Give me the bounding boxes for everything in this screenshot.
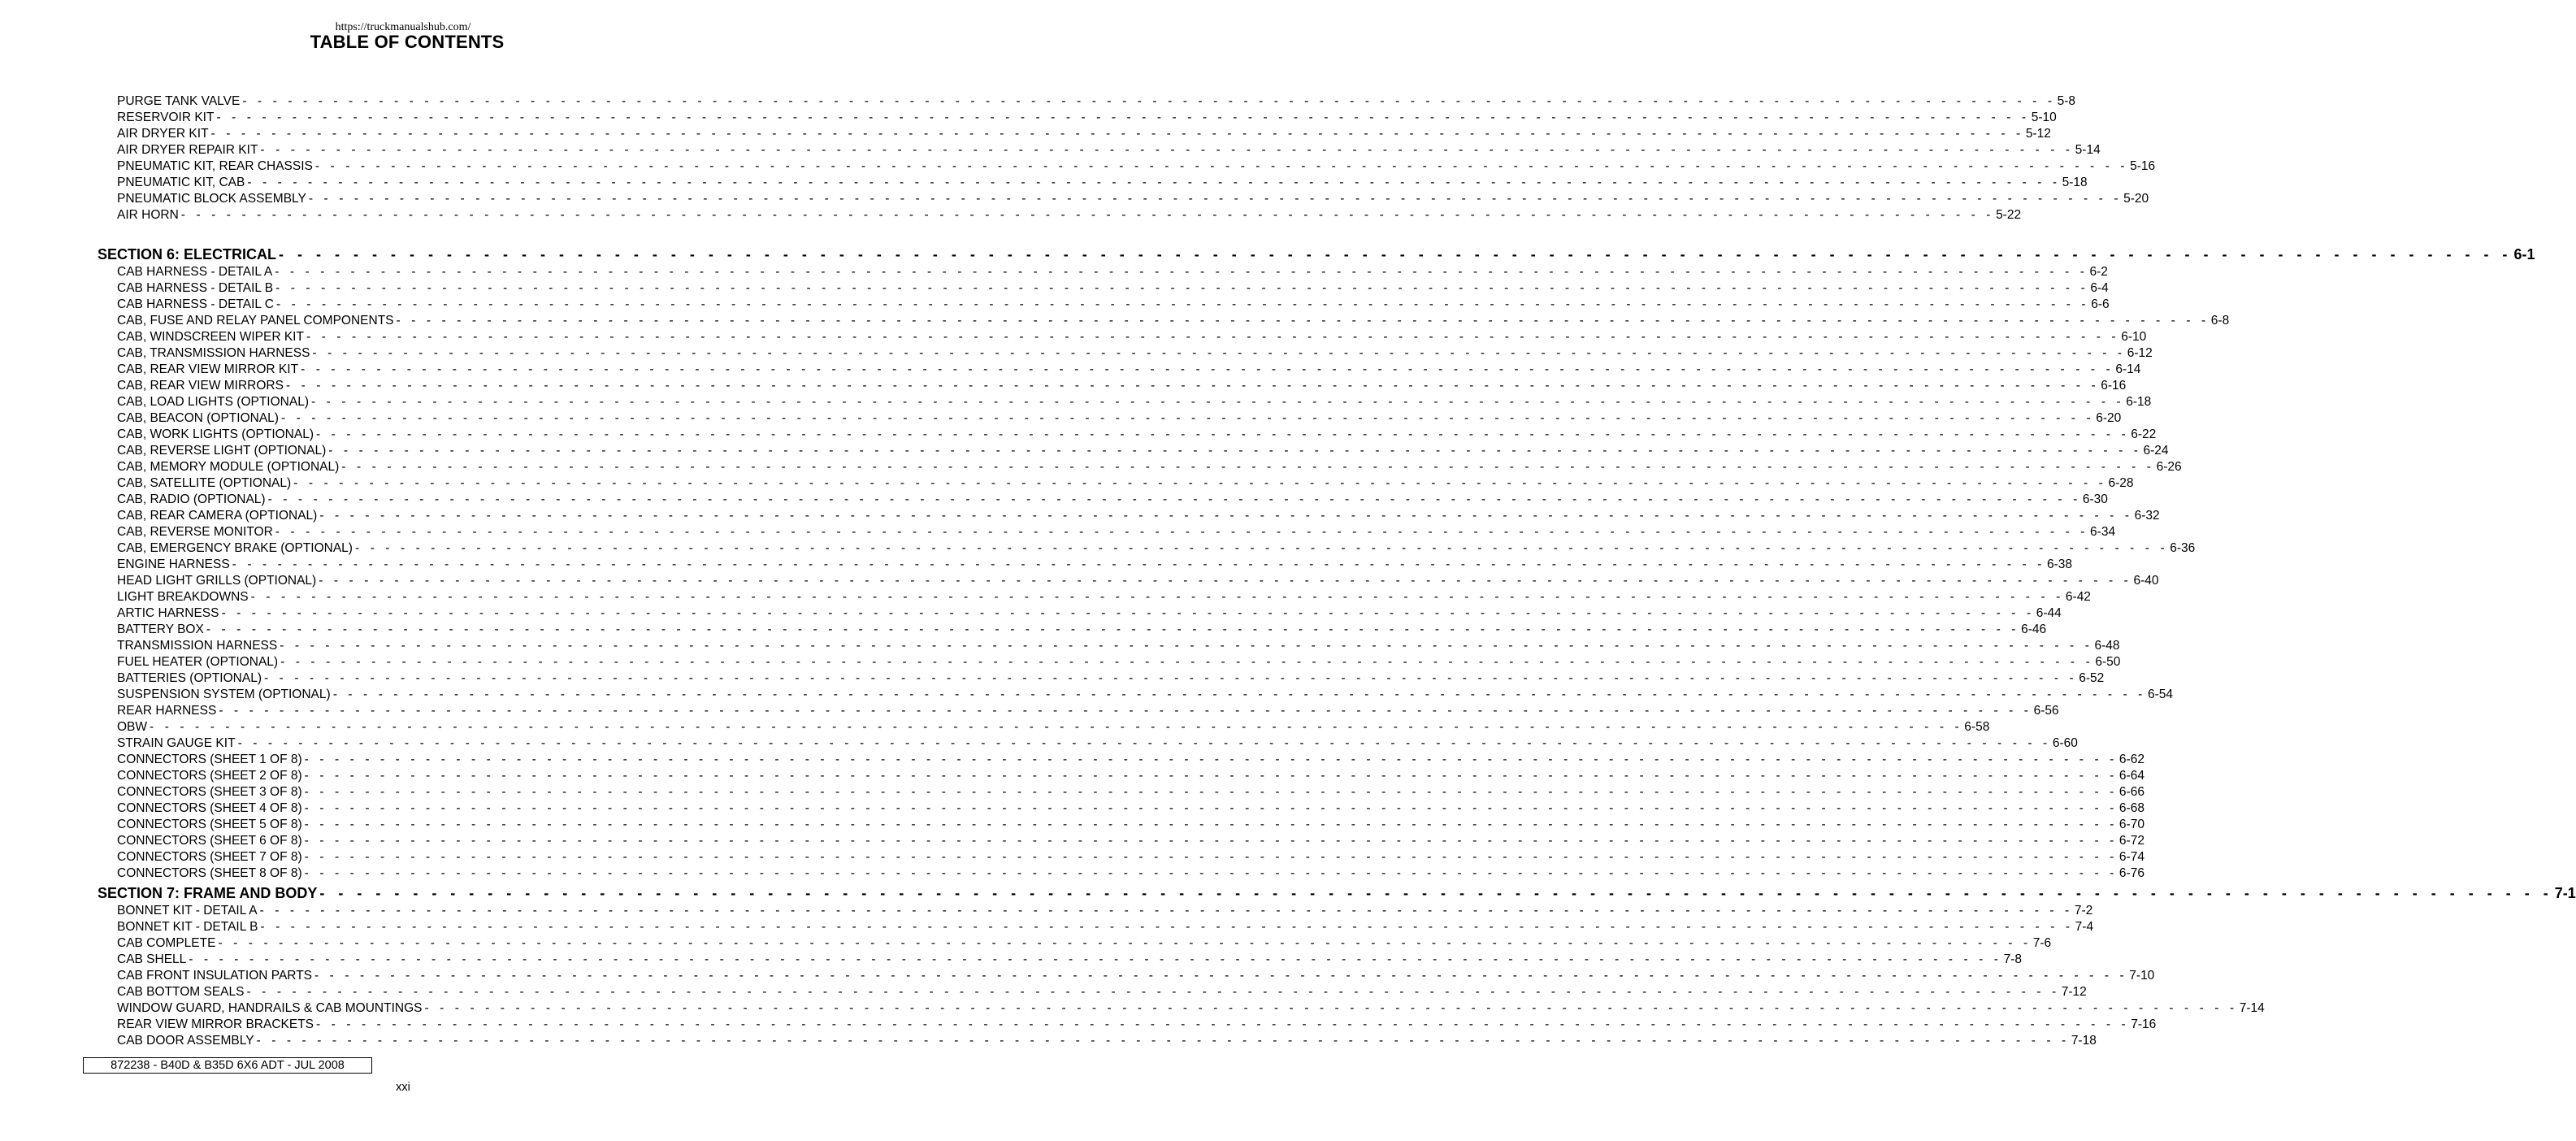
dot-leader: - - - - - - - - - - - - - - - - - - - - - - - - - - - - - - - - - - - - - - - - - - - - - - - - - - - - - - - - - - - - - - - - - - - - - - - - - - - - - - - - - - - - - - - - - - - - - - - - - - - - - - - - - - - - - - - - - - - - - - - - bbox=[256, 1034, 2070, 1048]
toc-entry-label: LIGHT BREAKDOWNS bbox=[117, 590, 249, 604]
toc-entry bbox=[117, 297, 2110, 313]
dot-leader: - - - - - - - - - - - - - - - - - - - - - - - - - - - - - - - - - - - - - - - - - - - - - - - - - - - - - - - - - - - - - - - - - - - - - - - - - - - - - - - - - - - - - - - - - - - - - - - - - - - - - - - - - - - - - - - - - - - - - - - - bbox=[264, 671, 2078, 685]
toc-entry-label: CAB, BEACON (OPTIONAL) bbox=[117, 411, 279, 425]
toc-entry-page: 5-10 bbox=[2031, 111, 2057, 124]
toc-entry-label: ARTIC HARNESS bbox=[117, 606, 219, 620]
toc-entry-label: CONNECTORS (SHEET 1 OF 8) bbox=[117, 753, 302, 766]
dot-leader: - - - - - - - - - - - - - - - - - - - - - - - - - - - - - - - - - - - - - - - - - - - - - - - - - - - - - - - - - - - - - - - - - - - - - - - - - - - - - - - - - - - - - - - - - - - - - - - - - - - - - - - - - - - - - - - - - - - - - - - - bbox=[180, 208, 1995, 222]
toc-entry-page: 6-72 bbox=[2118, 834, 2144, 848]
toc-entry-page: 6-18 bbox=[2126, 395, 2152, 409]
toc-entry-page: 6-6 bbox=[2091, 297, 2110, 311]
dot-leader: - - - - - - - - - - - - - - - - - - - - - - - - - - - - - - - - - - - - - - - - - - - - - - - - - - - - - - - - - - - - - - - - - - - - - - - - - - - - - - - - - - - - - - - - - - - - - - - - - - - - - - - - - - - - - - - - - - - - - - - - bbox=[189, 952, 2002, 966]
dot-leader: - - - - - - - - - - - - - - - - - - - - - - - - - - - - - - - - - - - - - - - - - - - - - - - - - - - - - - - - - - - - - - - - - - - - - - - - - - - - - - - - - - - - - - - - - - - - - - - - - - - - - - - - - - - - - - - - - - - - - - - - bbox=[304, 769, 2118, 783]
toc-section-heading bbox=[98, 245, 2535, 264]
toc-entry bbox=[117, 492, 2108, 508]
toc-entry bbox=[117, 313, 2230, 329]
toc-entry-label: SECTION 6: ELECTRICAL bbox=[98, 246, 277, 262]
dot-leader: - - - - - - - - - - - - - - - - - - - - - - - - - - - - - - - - - - - - - - - - - - - - - - - - - - - - - - - - - - - - - - - - - - - - - - - - - - - - - - - - - - - - - - - - - - - - - - - - - - - - - - - - - - - - - - - - - - - - - - - - bbox=[308, 192, 2123, 206]
dot-leader: - - - - - - - - - - - - - - - - - - - - - - - - - - - - - - - - - - - - - - - - - - - - - - - - - - - - - - - - - - - - - - - - - - - - - - - - - - - - - - - - - - - - - - - - - - - - - - - - - - - - - - - - - - - - - - - - - - - - - - - - bbox=[304, 850, 2118, 864]
dot-leader: - - - - - - - - - - - - - - - - - - - - - - - - - - - - - - - - - - - - - - - - - - - - - - - - - - - - - - - - - - - - - - - - - - - - - - - - - - - - - - - - - - - - - - - - - - - - - - - - - - - - - - - - - - - - - - - - - - - - - - - - bbox=[285, 379, 2100, 393]
toc-entry-page: 6-38 bbox=[2046, 557, 2072, 571]
toc-entry-label: SECTION 7: FRAME AND BODY bbox=[98, 885, 318, 901]
toc-entry-label: STRAIN GAUGE KIT bbox=[117, 736, 236, 750]
toc-entry-label: AIR DRYER KIT bbox=[117, 127, 209, 141]
toc-entry-page: 6-60 bbox=[2052, 736, 2078, 750]
toc-entry bbox=[117, 1033, 2097, 1049]
toc-entry-label: PNEUMATIC KIT, REAR CHASSIS bbox=[117, 159, 313, 173]
toc-entry-page: 7-12 bbox=[2061, 985, 2087, 999]
toc-entry bbox=[117, 443, 2169, 459]
toc-entry bbox=[117, 935, 2052, 952]
toc-entry bbox=[117, 540, 2196, 557]
toc-entry bbox=[117, 1000, 2265, 1017]
toc-entry-label: CAB, EMERGENCY BRAKE (OPTIONAL) bbox=[117, 541, 353, 555]
toc-entry-page: 5-14 bbox=[2075, 143, 2101, 157]
dot-leader: - - - - - - - - - - - - - - - - - - - - - - - - - - - - - - - - - - - - - - - - - - - - - - - - - - - - - - - - - - - - - - - - - - - - - - - - - - - - - - - - - - - - - - - - - - - - - - - - - - - - - - - - - - - - - - - - - - - - - - - - bbox=[424, 1001, 2238, 1015]
toc-entry-label: CAB, REAR VIEW MIRRORS bbox=[117, 379, 284, 393]
toc-entry-label: CAB DOOR ASSEMBLY bbox=[117, 1034, 254, 1048]
toc-entry bbox=[117, 768, 2144, 784]
dot-leader: - - - - - - - - - - - - - - - - - - - - - - - - - - - - - - - - - - - - - - - - - - - - - - - - - - - - - - - - - - - - - - - - - - - - - - - - - - - - - - - - - - - - - - - - - - - - - - - - - - - - - - - - - - - - - - - - - - - - - - - - bbox=[218, 936, 2032, 950]
toc-entry-page: 6-68 bbox=[2118, 801, 2144, 815]
toc-entry bbox=[117, 784, 2144, 800]
toc-entry-label: CAB, REVERSE MONITOR bbox=[117, 525, 273, 539]
toc-entry-label: PNEUMATIC BLOCK ASSEMBLY bbox=[117, 192, 306, 206]
toc-section-heading bbox=[98, 883, 2576, 903]
toc-entry bbox=[117, 142, 2101, 158]
dot-leader: - - - - - - - - - - - - - - - - - - - - - - - - - - - - - - - - - - - - - - - - - - - - - - - - - - - - - - - - - - - - - - - - - - - - - - - - - - - - - - - - - - - - - - - - - - - - - - - - - - - - - - - - - - - - - - - - - - - - - - - - bbox=[316, 1017, 2130, 1031]
toc-entry-page: 7-16 bbox=[2131, 1017, 2157, 1031]
toc-entry-page: 6-34 bbox=[2090, 525, 2116, 539]
toc-entry-page: 6-20 bbox=[2096, 411, 2122, 425]
toc-entry-label: CAB, MEMORY MODULE (OPTIONAL) bbox=[117, 460, 340, 474]
toc-entry bbox=[117, 589, 2091, 605]
toc-entry bbox=[117, 410, 2122, 427]
toc-entry-page: 6-62 bbox=[2118, 753, 2144, 766]
dot-leader: - - - - - - - - - - - - - - - - - - - - - - - - - - - - - - - - - - - - - - - - - - - - - - - - - - - - - - - - - - - - - - - - - - - - - - - - - - - - - - - - - - - - - - - - - - - - - - - - - - - - - - - - - - - - - - - - - - - - - - - - bbox=[246, 985, 2060, 999]
dot-leader: - - - - - - - - - - - - - - - - - - - - - - - - - - - - - - - - - - - - - - - - - - - - - - - - - - - - - - - - - - - - - - - - - - - - - - - - - - - - - - - - - - - - - - - - - - - - - - - - - - - - - - - - - - - - - - - - - - - - - - - - bbox=[332, 688, 2146, 701]
toc-entry bbox=[117, 427, 2157, 443]
toc-entry-page: 7-4 bbox=[2075, 920, 2094, 934]
dot-leader: - - - - - - - - - - - - - - - - - - - - - - - - - - - - - - - - - - - - - - - - - - - - - - - - - - - - - - - - - - - - - - - - - - - - - - - - - - - - - - - - - - - - - - - - - - - - - - - - - - - - - - - - - - - - - - - - - - - - - - - - bbox=[396, 314, 2210, 328]
dot-leader: - - - - - - - - - - - - - - - - - - - - - - - - - - - - - - - - - - - - - - - - - - - - - - - - - - - - - - - - - - - - - - - - - - - - - - - - - - - - - - - - - - - - - - - - - - - - - - - - - - - - - - - - - - - - - - - - - - - - - - - - bbox=[267, 492, 2081, 506]
toc-entry bbox=[117, 329, 2147, 345]
toc-entry-page: 6-52 bbox=[2079, 671, 2105, 685]
toc-entry bbox=[117, 670, 2105, 687]
toc-entry bbox=[117, 175, 2088, 191]
toc-entry-page: 5-22 bbox=[1996, 208, 2022, 222]
toc-entry-label: CAB HARNESS - DETAIL C bbox=[117, 297, 274, 311]
toc-entry-label: AIR DRYER REPAIR KIT bbox=[117, 143, 258, 157]
toc-entry-label: CAB, SATELLITE (OPTIONAL) bbox=[117, 476, 292, 490]
toc-entry bbox=[117, 952, 2022, 968]
dot-leader: - - - - - - - - - - - - - - - - - - - - - - - - - - - - - - - - - - - - - - - - - - - - - - - - - - - - - - - - - - - - - - - - - - - - - - - - - - - - - - - - - - - - - - - - - - - - - - - - - - - - - - - - - - - - - - - - - - - - - - - - bbox=[304, 753, 2118, 766]
dot-leader: - - - - - - - - - - - - - - - - - - - - - - - - - - - - - - - - - - - - - - - - - - - - - - - - - - - - - - - - - - - - - - - - - - - - - - - - - - - - - - - - - - - - - - - - - - - - - - - - - - - - - - - - - - - - - - - - - - - - - - - - bbox=[219, 704, 2032, 718]
toc-entry bbox=[117, 735, 2078, 752]
toc-entry bbox=[117, 207, 2022, 223]
toc-entry-label: CONNECTORS (SHEET 3 OF 8) bbox=[117, 785, 302, 799]
toc-entry bbox=[117, 459, 2182, 475]
toc-entry-label: PNEUMATIC KIT, CAB bbox=[117, 176, 245, 189]
toc-entry bbox=[117, 849, 2144, 866]
dot-leader: - - - - - - - - - - - - - - - - - - - - - - - - - - - - - - - - - - - - - - - - - - - - - - - - - - - - - - - - - - - - - - - - - - - - - - - - - - - - - - - - - - - - - - - - - - - - - - - - - - - - - - - - - - - - - - - - - - - - - - - - bbox=[306, 330, 2120, 344]
toc-entry bbox=[117, 719, 1990, 735]
dot-leader: - - - - - - - - - - - - - - - - - - - - - - - - - - - - - - - - - - - - - - - - - - - - - - - - - - - - - - - - - - - - - - - - - - - - - - - - - - - - - - - - - - - - - - - - - - - - - - - - - - - - - - - - - - - - - - - - - - - - - - - - bbox=[304, 785, 2118, 799]
toc-entry-page: 6-30 bbox=[2082, 492, 2108, 506]
page-title: TABLE OF CONTENTS bbox=[310, 32, 505, 52]
dot-leader: - - - - - - - - - - - - - - - - - - - - - - - - - - - - - - - - - - - - - - - - - - - - - - - - - - - - - - - - - - - - - - - - - - - - - - - - - - - - - - - - - - - - - - - - - - - - - - - - - - - - - - - - - - - - - - - - - - - - - - - - bbox=[304, 818, 2118, 831]
toc-entry-page: 5-8 bbox=[2057, 94, 2075, 108]
dot-leader: - - - - - - - - - - - - - - - - - - - - - - - - - - - - - - - - - - - - - - - - - - - - - - - - - - - - - - - - - - - - - - - - - - - - - - - - - - - - - - - - - - - - - - - - - - - - - - - - - - - - - - - - - - - - - - - - - - - - - - - - bbox=[247, 176, 2061, 189]
toc-entry-label: RESERVOIR KIT bbox=[117, 111, 215, 124]
toc-entry-label: CAB, WINDSCREEN WIPER KIT bbox=[117, 330, 304, 344]
dot-leader: - - - - - - - - - - - - - - - - - - - - - - - - - - - - - - - - - - - - - - - - - - - - - - - - - - - - - - - - - - - - - - - - - - - - - - - - - - - - - - - - - - - - - - - - - - - - - - - - - - - - - - - - - - - - - - - - - - - - - - - - bbox=[275, 525, 2089, 539]
dot-leader: - - - - - - - - - - - - - - - - - - - - - - - - - - - - - - - - - - - - - - - - - - - - - - - - - - - - - - - - - - - - - - - - - - - - - - - - - - - - - - - - - - - - - - - - - - - - - - - - - - - - - - - - - - - - - - - - - - - - - - - - bbox=[301, 362, 2114, 376]
toc-entry bbox=[117, 687, 2173, 703]
toc-entry bbox=[117, 362, 2141, 378]
toc-entry-page: 7-14 bbox=[2239, 1001, 2265, 1015]
toc-entry bbox=[117, 557, 2072, 573]
toc-entry-page: 7-10 bbox=[2129, 969, 2155, 983]
toc-entry-label: CONNECTORS (SHEET 7 OF 8) bbox=[117, 850, 302, 864]
toc-entry-label: PURGE TANK VALVE bbox=[117, 94, 241, 108]
toc-entry-label: AIR HORN bbox=[117, 208, 179, 222]
dot-leader: - - - - - - - - - - - - - - - - - - - - - - - - - - - - - - - - - - - - - - - - - - - - - - - - - - - - - - - - - - - - - - - - - - - - - - - - - - - - - - - - - - - - - - - - - - - - - - - - - - - - - - - - - - - - - - - - - - - - - - - - bbox=[319, 574, 2132, 588]
dot-leader: - - - - - - - - - - - - - - - - - - - - - - - - - - - - - - - - - - - - - - - - - - - - - - - - - - - - - - - - - - - - - - - - - - - - - - - - - - - - - - - - - - - - - - - - - - - - - - - - - - - - - - - - - - - - - - - - - - - - - - - - bbox=[314, 969, 2128, 983]
toc-entry-page: 7-1 bbox=[2554, 885, 2576, 901]
toc-entry bbox=[117, 968, 2155, 984]
toc-entry-label: HEAD LIGHT GRILLS (OPTIONAL) bbox=[117, 574, 317, 588]
toc-entry-page: 6-16 bbox=[2101, 379, 2127, 393]
toc-entry bbox=[117, 280, 2109, 297]
toc-entry-page: 7-18 bbox=[2071, 1034, 2097, 1048]
toc-entry-label: CAB FRONT INSULATION PARTS bbox=[117, 969, 313, 983]
toc-entry-label: CAB, RADIO (OPTIONAL) bbox=[117, 492, 266, 506]
toc-entry-label: CAB COMPLETE bbox=[117, 936, 216, 950]
toc-entry-label: CAB, REVERSE LIGHT (OPTIONAL) bbox=[117, 444, 327, 458]
toc-entry-page: 6-70 bbox=[2118, 818, 2144, 831]
dot-leader: - - - - - - - - - - - - - - - - - - - - - - - - - - - - - - - - - - - - - - - - - - - - - - - - - - - - - - - - - - - - - - - - - - - - - - - - - - - - - - - - - - - - - - - - - - - - - - - - - - - - - - - - - - - - - - - - - - - - - - - - bbox=[150, 720, 1963, 734]
dot-leader: - - - - - - - - - - - - - - - - - - - - - - - - - - - - - - - - - - - - - - - - - - - - - - - - - - - - - - - - - - - - - - - - - - - - - - - - - - - - - - - - - - - - - - - - - - - - - - - - - - - - - - - - - - - - - - - - - - - - - - - - bbox=[341, 460, 2155, 474]
dot-leader: - - - - - - - - - - - - - - - - - - - - - - - - - - - - - - - - - - - - - - - - - - - - - - - - - - - - - - - - - - - - - - - - - - - - - - - - - - - - - - - - - - - - - - - - - - - - - - - - - - - - - - - - - - - - - - - - - - - - - - - - bbox=[260, 920, 2074, 934]
toc-entry-page: 6-26 bbox=[2156, 460, 2182, 474]
toc-entry-label: ENGINE HARNESS bbox=[117, 557, 230, 571]
toc-entry-page: 6-32 bbox=[2134, 509, 2160, 523]
toc-entry bbox=[117, 191, 2149, 207]
toc-entry-page: 6-4 bbox=[2090, 281, 2109, 295]
toc-entry-label: CAB HARNESS - DETAIL B bbox=[117, 281, 274, 295]
toc-entry-page: 6-12 bbox=[2127, 346, 2153, 360]
toc-entry bbox=[117, 345, 2153, 362]
dot-leader: - - - - - - - - - - - - - - - - - - - - - - - - - - - - - - - - - - - - - - - - - - - - - - - - - - - - - - - - - - - - - - - - - - - - - - - - - - - - - - - - - - - - - - - - - - - - - - - - - - - - - - - - - - - - - - - - - - - - - - - - bbox=[280, 639, 2093, 653]
toc-entry-label: CONNECTORS (SHEET 6 OF 8) bbox=[117, 834, 302, 848]
toc-entry bbox=[117, 622, 2047, 638]
toc-entry bbox=[117, 524, 2116, 540]
dot-leader: - - - - - - - - - - - - - - - - - - - - - - - - - - - - - - - - - - - - - - - - - - - - - - - - - - - - - - - - - - - - - - - - - - - - - - - - - - - - - - - - - - - - - - - - - - - - - - - - - - - - - - - - - - - - - - - - - - - - - - - - bbox=[314, 159, 2129, 173]
toc-entry bbox=[117, 573, 2159, 589]
toc-entry-page: 7-2 bbox=[2074, 904, 2093, 918]
toc-entry-page: 6-66 bbox=[2118, 785, 2144, 799]
toc-entry bbox=[117, 919, 2094, 935]
dot-leader: - - - - - - - - - - - - - - - - - - - - - - - - - - - - - - - - - - - - - - - - - - - - - - - - - - - - - - - - - - - - - - - - - - - - - - - - - - - - - - - - - - - - - - - - - - - - - - - - - - - - - - - - - - - - - - - - - - - - - - - - bbox=[312, 346, 2126, 360]
toc-entry bbox=[117, 752, 2144, 768]
toc-entry-label: CAB, REAR VIEW MIRROR KIT bbox=[117, 362, 299, 376]
toc-entry-label: CAB, WORK LIGHTS (OPTIONAL) bbox=[117, 427, 314, 441]
toc-entry-label: REAR HARNESS bbox=[117, 704, 217, 718]
dot-leader: - - - - - - - - - - - - - - - - - - - - - - - - - - - - - - - - - - - - - - - - - - - - - - - - - - - - - - - - - - - - - - - - - - - - - - - - - - - - - - - - - - - - - - - - - - - - - - - - - - - - - - - - - - - - - - - - - - - - - - - - bbox=[210, 127, 2024, 141]
toc-entry-page: 6-58 bbox=[1964, 720, 1990, 734]
toc-entry-label: CAB, REAR CAMERA (OPTIONAL) bbox=[117, 509, 318, 523]
toc-entry bbox=[117, 475, 2134, 492]
dot-leader: - - - - - - - - - - - - - - - - - - - - - - - - - - - - - - - - - - - - - - - - - - - - - - - - - - - - - - - - - - - - - - - - - - - - - - - - - - - - - - - - - - - - - - - - - - - - - - - - - - - - - - - - - - - - - - - - - - - - - - - - bbox=[280, 411, 2095, 425]
source-url: https://truckmanualshub.com/ bbox=[335, 21, 471, 33]
dot-leader: - - - - - - - - - - - - - - - - - - - - - - - - - - - - - - - - - - - - - - - - - - - - - - - - - - - - - - - - - - - - - - - - - - - - - - - - - - - - - - - - - - - - - - - - - - - - - - - - - - - - - - - - - - - - - - - - - - - - - - - - bbox=[319, 509, 2133, 523]
toc-entry-label: BONNET KIT - DETAIL A bbox=[117, 904, 258, 918]
toc-entry-label: WINDOW GUARD, HANDRAILS & CAB MOUNTINGS bbox=[117, 1001, 423, 1015]
toc-entry-page: 5-20 bbox=[2123, 192, 2149, 206]
dot-leader: - - - - - - - - - - - - - - - - - - - - - - - - - - - - - - - - - - - - - - - - - - - - - - - - - - - - - - - - - - - - - - - - - - - - - - - - - - - - - - - - - - - - - - - - - - - - - - - - - - - - - - - - - - - - - - - - - - - - - - - - bbox=[275, 281, 2089, 295]
toc-entry bbox=[117, 800, 2144, 817]
toc-entry bbox=[117, 605, 2062, 622]
dot-leader: - - - - - - - - - - - - - - - - - - - - - - - - - - - - - - - - - - - - - - - - - - - - - - - - - - - - - - - - - - - - - - - - - - - - - - - - - - - - - - - - - - - - - - - - - - - - - - - - - - - - - - - - - - - - - - - - - - - - - - - - bbox=[328, 444, 2142, 458]
toc-entry-page: 6-42 bbox=[2065, 590, 2091, 604]
toc-entry-page: 6-48 bbox=[2094, 639, 2120, 653]
toc-entry-page: 6-36 bbox=[2170, 541, 2196, 555]
toc-entry-page: 6-56 bbox=[2033, 704, 2059, 718]
dot-leader: - - - - - - - - - - - - - - - - - - - - - - - - - - - - - - - - - - - - - - - - - - - - - - - - - - - - - - - - - - - - - - - - - - - - - - - - - - - - - - - - - - - - - - - - - - - - - - - - - - - - - - - - - - - - - - - - - - - - - - - - bbox=[319, 885, 2553, 901]
toc-entry-label: CAB, LOAD LIGHTS (OPTIONAL) bbox=[117, 395, 309, 409]
dot-leader: - - - - - - - - - - - - - - - - - - - - - - - - - - - - - - - - - - - - - - - - - - - - - - - - - - - - - - - - - - - - - - - - - - - - - - - - - - - - - - - - - - - - - - - - - - - - - - - - - - - - - - - - - - - - - - - - - - - - - - - - bbox=[293, 476, 2107, 490]
dot-leader: - - - - - - - - - - - - - - - - - - - - - - - - - - - - - - - - - - - - - - - - - - - - - - - - - - - - - - - - - - - - - - - - - - - - - - - - - - - - - - - - - - - - - - - - - - - - - - - - - - - - - - - - - - - - - - - - - - - - - - - - bbox=[275, 297, 2090, 311]
toc-entry-page: 6-1 bbox=[2513, 246, 2535, 262]
toc-entry bbox=[117, 817, 2144, 833]
toc-entry-page: 6-64 bbox=[2118, 769, 2144, 783]
toc-entry-page: 6-74 bbox=[2118, 850, 2144, 864]
toc-entry-label: BONNET KIT - DETAIL B bbox=[117, 920, 258, 934]
toc-entry-label: CONNECTORS (SHEET 5 OF 8) bbox=[117, 818, 302, 831]
toc-entry bbox=[117, 394, 2152, 410]
toc-entry-page: 6-2 bbox=[2089, 265, 2108, 279]
dot-leader: - - - - - - - - - - - - - - - - - - - - - - - - - - - - - - - - - - - - - - - - - - - - - - - - - - - - - - - - - - - - - - - - - - - - - - - - - - - - - - - - - - - - - - - - - - - - - - - - - - - - - - - - - - - - - - - - - - - - - - - - bbox=[280, 655, 2094, 669]
toc-entry-page: 6-54 bbox=[2147, 688, 2173, 701]
toc-entry-page: 6-40 bbox=[2133, 574, 2159, 588]
toc-entry-label: CAB SHELL bbox=[117, 952, 187, 966]
toc-entry-label: OBW bbox=[117, 720, 148, 734]
toc-entry-page: 7-6 bbox=[2032, 936, 2052, 950]
toc-entry-label: CAB BOTTOM SEALS bbox=[117, 985, 245, 999]
toc-entry-label: REAR VIEW MIRROR BRACKETS bbox=[117, 1017, 314, 1031]
toc-entry-label: BATTERY BOX bbox=[117, 623, 204, 636]
dot-leader: - - - - - - - - - - - - - - - - - - - - - - - - - - - - - - - - - - - - - - - - - - - - - - - - - - - - - - - - - - - - - - - - - - - - - - - - - - - - - - - - - - - - - - - - - - - - - - - - - - - - - - - - - - - - - - - - - - - - - - - - bbox=[304, 801, 2118, 815]
toc-entry-label: CONNECTORS (SHEET 8 OF 8) bbox=[117, 866, 302, 880]
toc-entry-page: 6-46 bbox=[2021, 623, 2047, 636]
dot-leader: - - - - - - - - - - - - - - - - - - - - - - - - - - - - - - - - - - - - - - - - - - - - - - - - - - - - - - - - - - - - - - - - - - - - - - - - - - - - - - - - - - - - - - - - - - - - - - - - - - - - - - - - - - - - - - - - - - - - - - - - bbox=[216, 111, 2030, 124]
toc-entry-label: BATTERIES (OPTIONAL) bbox=[117, 671, 262, 685]
dot-leader: - - - - - - - - - - - - - - - - - - - - - - - - - - - - - - - - - - - - - - - - - - - - - - - - - - - - - - - - - - - - - - - - - - - - - - - - - - - - - - - - - - - - - - - - - - - - - - - - - - - - - - - - - - - - - - - - - - - - - - - - bbox=[311, 395, 2125, 409]
toc-entry-page: 6-28 bbox=[2108, 476, 2134, 490]
document-id-box: 872238 - B40D & B35D 6X6 ADT - JUL 2008 bbox=[83, 1057, 372, 1074]
toc-entry bbox=[117, 110, 2057, 126]
dot-leader: - - - - - - - - - - - - - - - - - - - - - - - - - - - - - - - - - - - - - - - - - - - - - - - - - - - - - - - - - - - - - - - - - - - - - - - - - - - - - - - - - - - - - - - - - - - - - - - - - - - - - - - - - - - - - - - - - - - - - - - - bbox=[232, 557, 2045, 571]
dot-leader: - - - - - - - - - - - - - - - - - - - - - - - - - - - - - - - - - - - - - - - - - - - - - - - - - - - - - - - - - - - - - - - - - - - - - - - - - - - - - - - - - - - - - - - - - - - - - - - - - - - - - - - - - - - - - - - - - - - - - - - - bbox=[304, 866, 2118, 880]
dot-leader: - - - - - - - - - - - - - - - - - - - - - - - - - - - - - - - - - - - - - - - - - - - - - - - - - - - - - - - - - - - - - - - - - - - - - - - - - - - - - - - - - - - - - - - - - - - - - - - - - - - - - - - - - - - - - - - - - - - - - - - - bbox=[354, 541, 2169, 555]
dot-leader: - - - - - - - - - - - - - - - - - - - - - - - - - - - - - - - - - - - - - - - - - - - - - - - - - - - - - - - - - - - - - - - - - - - - - - - - - - - - - - - - - - - - - - - - - - - - - - - - - - - - - - - - - - - - - - - - - - - - - - - - bbox=[279, 246, 2513, 262]
dot-leader: - - - - - - - - - - - - - - - - - - - - - - - - - - - - - - - - - - - - - - - - - - - - - - - - - - - - - - - - - - - - - - - - - - - - - - - - - - - - - - - - - - - - - - - - - - - - - - - - - - - - - - - - - - - - - - - - - - - - - - - - bbox=[304, 834, 2118, 848]
toc-entry-page: 6-50 bbox=[2095, 655, 2121, 669]
dot-leader: - - - - - - - - - - - - - - - - - - - - - - - - - - - - - - - - - - - - - - - - - - - - - - - - - - - - - - - - - - - - - - - - - - - - - - - - - - - - - - - - - - - - - - - - - - - - - - - - - - - - - - - - - - - - - - - - - - - - - - - - bbox=[259, 904, 2073, 918]
toc-entry-page: 6-8 bbox=[2210, 314, 2230, 328]
dot-leader: - - - - - - - - - - - - - - - - - - - - - - - - - - - - - - - - - - - - - - - - - - - - - - - - - - - - - - - - - - - - - - - - - - - - - - - - - - - - - - - - - - - - - - - - - - - - - - - - - - - - - - - - - - - - - - - - - - - - - - - - bbox=[250, 590, 2064, 604]
toc-entry-label: FUEL HEATER (OPTIONAL) bbox=[117, 655, 279, 669]
dot-leader: - - - - - - - - - - - - - - - - - - - - - - - - - - - - - - - - - - - - - - - - - - - - - - - - - - - - - - - - - - - - - - - - - - - - - - - - - - - - - - - - - - - - - - - - - - - - - - - - - - - - - - - - - - - - - - - - - - - - - - - - bbox=[206, 623, 2020, 636]
dot-leader: - - - - - - - - - - - - - - - - - - - - - - - - - - - - - - - - - - - - - - - - - - - - - - - - - - - - - - - - - - - - - - - - - - - - - - - - - - - - - - - - - - - - - - - - - - - - - - - - - - - - - - - - - - - - - - - - - - - - - - - - bbox=[316, 427, 2130, 441]
toc-entry bbox=[117, 1017, 2157, 1033]
toc-entry bbox=[117, 654, 2121, 670]
toc-entry bbox=[117, 126, 2051, 142]
dot-leader: - - - - - - - - - - - - - - - - - - - - - - - - - - - - - - - - - - - - - - - - - - - - - - - - - - - - - - - - - - - - - - - - - - - - - - - - - - - - - - - - - - - - - - - - - - - - - - - - - - - - - - - - - - - - - - - - - - - - - - - - bbox=[221, 606, 2035, 620]
toc-entry bbox=[117, 984, 2087, 1000]
toc-entry-page: 6-10 bbox=[2121, 330, 2147, 344]
toc-entry-page: 6-44 bbox=[2036, 606, 2062, 620]
toc-entry-page: 5-12 bbox=[2025, 127, 2051, 141]
toc-entry bbox=[117, 833, 2144, 849]
toc-entry-label: TRANSMISSION HARNESS bbox=[117, 639, 278, 653]
toc-entry-label: CONNECTORS (SHEET 2 OF 8) bbox=[117, 769, 302, 783]
toc-entry-label: CAB HARNESS - DETAIL A bbox=[117, 265, 273, 279]
dot-leader: - - - - - - - - - - - - - - - - - - - - - - - - - - - - - - - - - - - - - - - - - - - - - - - - - - - - - - - - - - - - - - - - - - - - - - - - - - - - - - - - - - - - - - - - - - - - - - - - - - - - - - - - - - - - - - - - - - - - - - - - bbox=[260, 143, 2074, 157]
toc-entry-page: 6-14 bbox=[2115, 362, 2141, 376]
toc-entry-page: 6-76 bbox=[2118, 866, 2144, 880]
toc-entry-label: CAB, FUSE AND RELAY PANEL COMPONENTS bbox=[117, 314, 394, 328]
toc-entry-label: SUSPENSION SYSTEM (OPTIONAL) bbox=[117, 688, 331, 701]
page-number: xxi bbox=[396, 1081, 410, 1094]
toc-entry-label: CAB, TRANSMISSION HARNESS bbox=[117, 346, 310, 360]
toc-entry bbox=[117, 703, 2059, 719]
toc-entry bbox=[117, 866, 2144, 882]
dot-leader: - - - - - - - - - - - - - - - - - - - - - - - - - - - - - - - - - - - - - - - - - - - - - - - - - - - - - - - - - - - - - - - - - - - - - - - - - - - - - - - - - - - - - - - - - - - - - - - - - - - - - - - - - - - - - - - - - - - - - - - - bbox=[275, 265, 2088, 279]
toc-entry-page: 5-18 bbox=[2062, 176, 2088, 189]
toc-entry bbox=[117, 638, 2120, 654]
toc-entry bbox=[117, 93, 2075, 110]
dot-leader: - - - - - - - - - - - - - - - - - - - - - - - - - - - - - - - - - - - - - - - - - - - - - - - - - - - - - - - - - - - - - - - - - - - - - - - - - - - - - - - - - - - - - - - - - - - - - - - - - - - - - - - - - - - - - - - - - - - - - - - - bbox=[237, 736, 2051, 750]
toc-entry-page: 5-16 bbox=[2130, 159, 2156, 173]
toc-entry bbox=[117, 264, 2108, 280]
toc-entry bbox=[117, 158, 2156, 175]
toc-entry-page: 6-24 bbox=[2143, 444, 2169, 458]
toc-entry bbox=[117, 508, 2160, 524]
toc-entry bbox=[117, 378, 2127, 394]
toc-entry-page: 7-8 bbox=[2003, 952, 2022, 966]
toc-entry-page: 6-22 bbox=[2131, 427, 2157, 441]
toc-entry-label: CONNECTORS (SHEET 4 OF 8) bbox=[117, 801, 302, 815]
toc-entry bbox=[117, 903, 2093, 919]
dot-leader: - - - - - - - - - - - - - - - - - - - - - - - - - - - - - - - - - - - - - - - - - - - - - - - - - - - - - - - - - - - - - - - - - - - - - - - - - - - - - - - - - - - - - - - - - - - - - - - - - - - - - - - - - - - - - - - - - - - - - - - - bbox=[242, 94, 2056, 108]
